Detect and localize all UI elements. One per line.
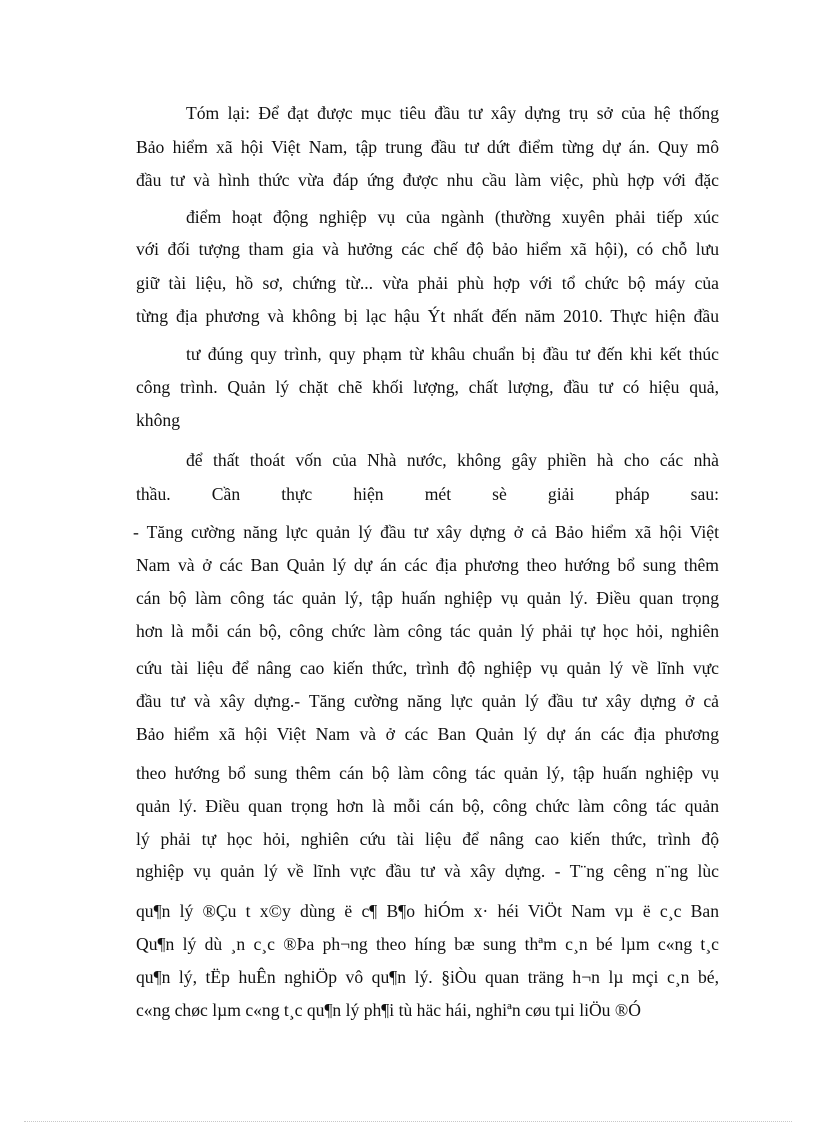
paragraph-line: để thất thoát vốn của Nhà nước, không gây phiền hà cho các nhà [186, 450, 719, 470]
paragraph-line: giữ tài liệu, hồ sơ, chứng từ... vừa phải phù hợp với tổ chức bộ máy của [136, 273, 719, 293]
paragraph-line: quản lý. Điều quan trọng hơn là mỗi cán bộ, công chức làm công tác quản [136, 796, 719, 816]
paragraph-line: đầu tư và hình thức vừa đáp ứng được nhu cầu làm việc, phù hợp với đặc [136, 170, 719, 190]
paragraph-line: Tóm lại: Để đạt được mục tiêu đầu tư xây dựng trụ sở của hệ thống [186, 103, 719, 123]
paragraph-line: không [136, 410, 180, 430]
paragraph-line: hơn là mỗi cán bộ, công chức làm công tác quản lý phải tự học hỏi, nghiên [136, 621, 719, 641]
paragraph-line: tư đúng quy trình, quy phạm từ khâu chuẩn bị đầu tư đến khi kết thúc [186, 344, 719, 364]
paragraph-line: với đối tượng tham gia và hưởng các chế độ bảo hiểm xã hội), có chỗ lưu [136, 239, 719, 259]
paragraph-line: lý phải tự học hỏi, nghiên cứu tài liệu để nâng cao kiến thức, trình độ [136, 829, 719, 849]
paragraph-line: Qu¶n lý dù ¸n c¸c ®Þa ph¬ng theo híng bæ sung thªm c¸n bé lµm c«ng t¸c [136, 934, 719, 954]
paragraph-line: công trình. Quản lý chặt chẽ khối lượng, chất lượng, đầu tư có hiệu quả, [136, 377, 719, 397]
paragraph-line: thầu. Cần thực hiện mét sè giải pháp sau: [136, 484, 719, 504]
paragraph-line: Bảo hiểm xã hội Việt Nam và ở các Ban Quản lý dự án các địa phương [136, 724, 719, 744]
paragraph-line: qu¶n lý, tËp huÊn nghiÖp vô qu¶n lý. §iÒu quan träng h¬n lµ mçi c¸n bé, [136, 967, 719, 987]
paragraph-line: - Tăng cường năng lực quản lý đầu tư xây dựng ở cả Bảo hiểm xã hội Việt [133, 522, 719, 542]
paragraph-line: cứu tài liệu để nâng cao kiến thức, trình độ nghiệp vụ quản lý về lĩnh vực [136, 658, 719, 678]
page-bottom-rule [24, 1121, 792, 1122]
paragraph-line: theo hướng bổ sung thêm cán bộ làm công tác quản lý, tập huấn nghiệp vụ [136, 763, 719, 783]
paragraph-line: qu¶n lý ®Çu t x©y dùng ë c¶ B¶o hiÓm x· héi ViÖt Nam vµ ë c¸c Ban [136, 901, 719, 921]
paragraph-line: nghiệp vụ quản lý về lĩnh vực đầu tư và xây dựng. - T¨ng cêng n¨ng lùc [136, 861, 719, 881]
paragraph-line: Nam và ở các Ban Quản lý dự án các địa phương theo hướng bổ sung thêm [136, 555, 719, 575]
paragraph-line: từng địa phương và không bị lạc hậu Ýt nhất đến năm 2010. Thực hiện đầu [136, 306, 719, 326]
paragraph-line: điểm hoạt động nghiệp vụ của ngành (thường xuyên phải tiếp xúc [186, 207, 719, 227]
paragraph-line: đầu tư và xây dựng.- Tăng cường năng lực quản lý đầu tư xây dựng ở cả [136, 691, 719, 711]
paragraph-line: cán bộ làm công tác quản lý, tập huấn nghiệp vụ quản lý. Điều quan trọng [136, 588, 719, 608]
paragraph-line: c«ng chøc lµm c«ng t¸c qu¶n lý ph¶i tù häc hái, nghiªn cøu tµi liÖu ®Ó [136, 1000, 641, 1020]
paragraph-line: Bảo hiểm xã hội Việt Nam, tập trung đầu tư dứt điểm từng dự án. Quy mô [136, 137, 719, 157]
